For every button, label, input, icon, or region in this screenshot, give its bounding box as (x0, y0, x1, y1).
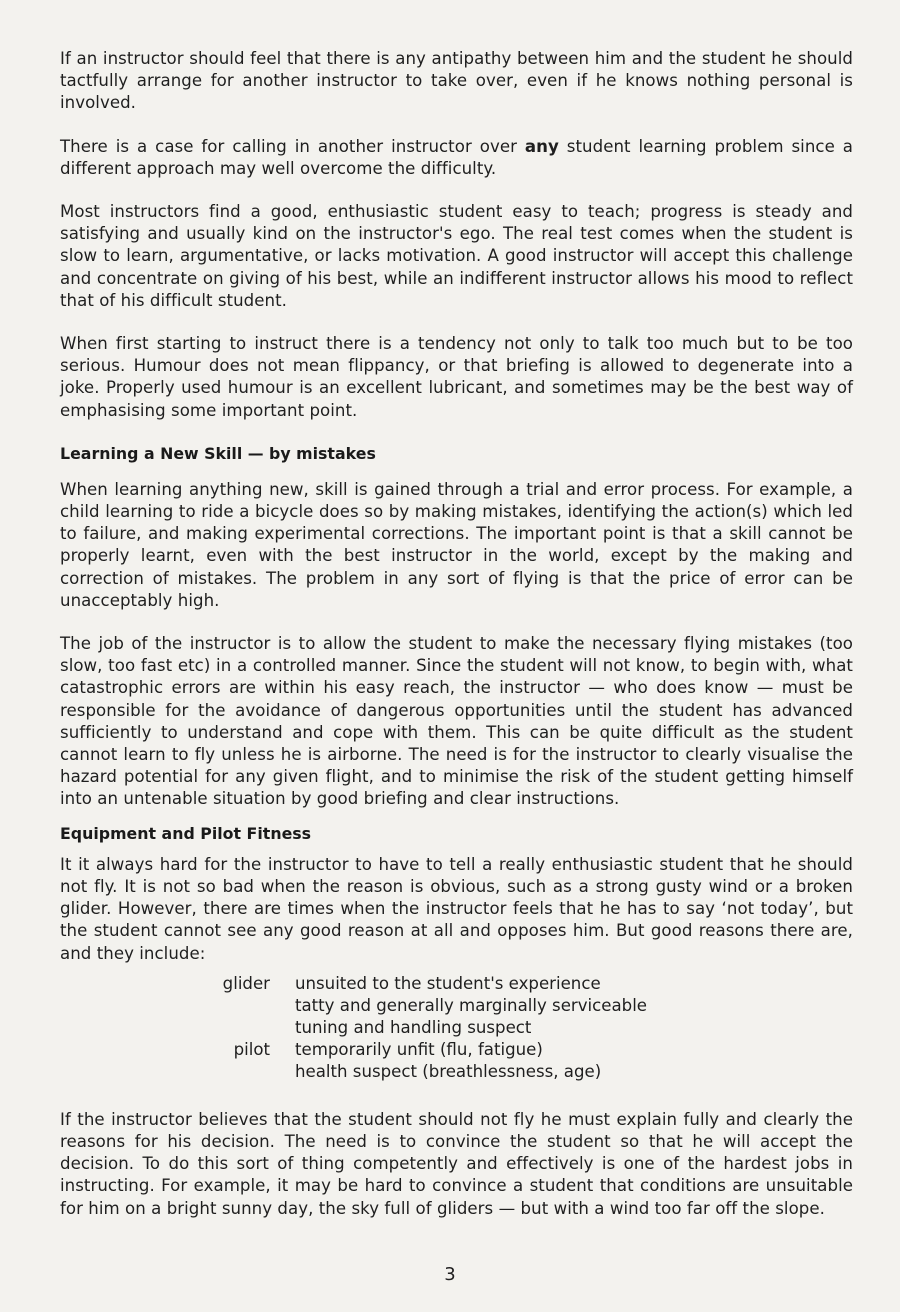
reason-text: tatty and generally marginally serviceable (295, 995, 648, 1015)
paragraph-should-not-fly: It it always hard for the instructor to have to tell a really enthusiastic student that he should not fly. It is not so bad when the reason is obvious, such as a strong gusty wind or a broken glider. However, there are times when the instructor feels that he has to say ‘not today’, but the student cannot see any good reason at all and opposes him. But good reasons there are, and they include: (60, 854, 853, 963)
paragraph-trial-and-error: When learning anything new, skill is gained through a trial and error process. For example, a child learning to ride a bicycle does so by making mistakes, identifying the action(s) which led to failure, and making experimental corrections. The important point is that a skill cannot be properly learnt, even with the best instructor in the world, except by the making and correction of mistakes. The problem in any sort of flying is that the price of error can be unacceptably high. (60, 479, 853, 610)
paragraph-explain-decision: If the instructor believes that the student should not fly he must explain fully and clearly the reasons for his decision. The need is to convince the student so that he will accept the decision. To do this sort of thing competently and effectively is one of the hardest jobs in instructing. For example, it may be hard to convince a student that conditions are unsuitable for him on a bright sunny day, the sky full of gliders — but with a wind too far off the slope. (60, 1109, 853, 1218)
heading-learning-new-skill: Learning a New Skill — by mistakes (60, 443, 376, 463)
paragraph-good-student: Most instructors find a good, enthusiastic student easy to teach; progress is steady and satisfying and usually kind on the instructor's ego. The real test comes when the student is slow to learn, argumentative, or lacks motivation. A good instructor will accept this challenge and concentrate on giving of his best, while an indifferent instructor allows his mood to reflect that of his difficult student. (60, 202, 853, 310)
reason-row (60, 1039, 853, 1061)
reasons-list (60, 973, 853, 1083)
reason-category: glider (222, 973, 270, 993)
reason-category (60, 995, 295, 1017)
document-page (60, 48, 853, 1220)
reason-category (60, 1017, 295, 1039)
reason-text: temporarily unfit (flu, fatigue) (295, 1039, 543, 1059)
paragraph-case-end: student learning problem since a different approach may well overcome the difficulty. (60, 136, 853, 178)
reason-row (60, 1017, 853, 1039)
paragraph-instructor-job: The job of the instructor is to allow the student to make the necessary flying mistakes (too slow, too fast etc) in a controlled manner. Since the student will not know, to begin with, what catastrophic errors are within his easy reach, the instructor — who does know — must be responsible for the avoidance of dangerous opportunities until the student has advanced sufficiently to understand and cope with them. This can be quite difficult as the student cannot learn to fly unless he is airborne. The need is for the instructor to clearly visualise the hazard potential for any given flight, and to minimise the risk of the student getting himself into an untenable situation by good briefing and clear instructions. (60, 634, 853, 809)
reason-text: tuning and handling suspect (295, 1017, 532, 1037)
emphasis-any: any (524, 136, 559, 156)
paragraph-antipathy: If an instructor should feel that there is any antipathy between him and the student he should tactfully arrange for another instructor to take over, even if he knows nothing personal is involved. (60, 49, 853, 113)
reason-row (60, 973, 853, 995)
reason-text: unsuited to the student's experience (295, 973, 601, 993)
reason-row (60, 995, 853, 1017)
paragraph-humour: When first starting to instruct there is a tendency not only to talk too much but to be too serious. Humour does not mean flippancy, or that briefing is allowed to degenerate into a joke. Properly used humour is an excellent lubricant, and sometimes may be the best way of emphasising some important point. (60, 334, 853, 420)
reason-category: pilot (233, 1039, 270, 1059)
reason-row (60, 1061, 853, 1083)
reason-text: health suspect (breathlessness, age) (295, 1061, 602, 1081)
paragraph-case (60, 136, 853, 180)
reason-category (60, 1061, 295, 1083)
page-number: 3 (444, 1264, 456, 1285)
paragraph-case-start: There is a case for calling in another instructor over (60, 136, 525, 156)
heading-equipment-fitness: Equipment and Pilot Fitness (60, 823, 312, 843)
